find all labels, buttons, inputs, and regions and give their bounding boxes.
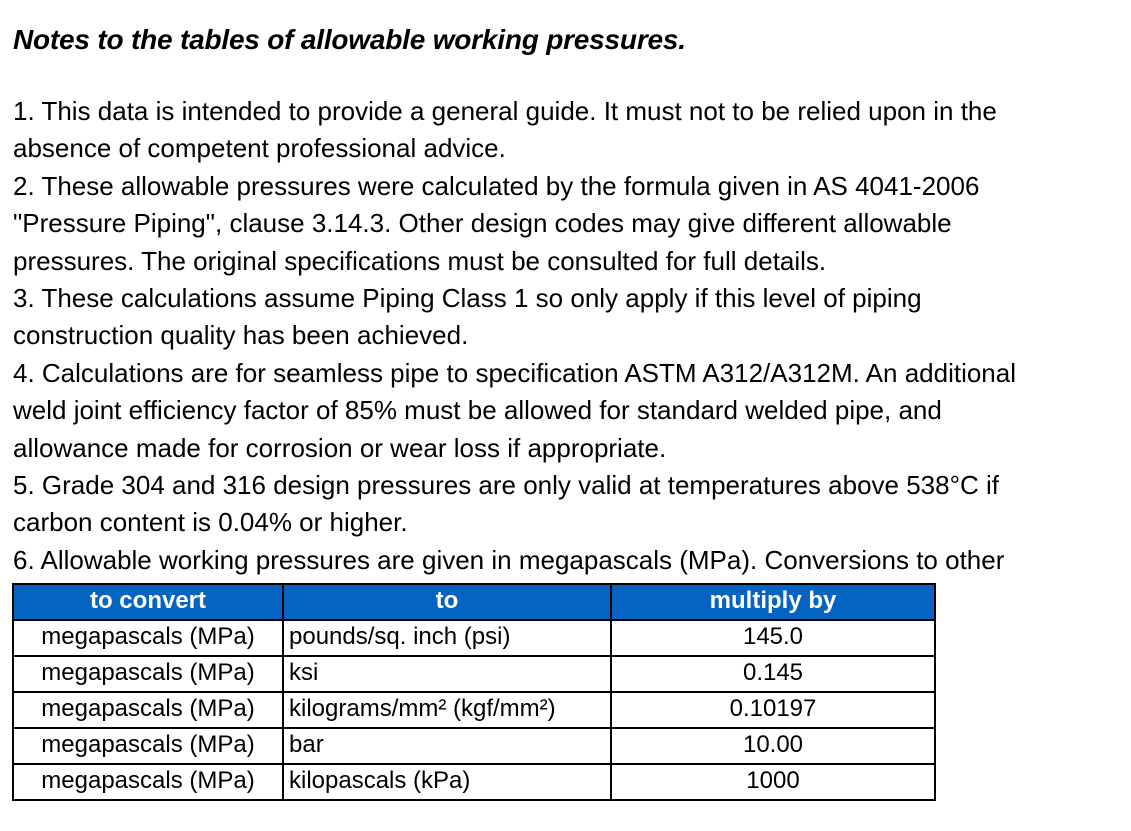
note-item-2 bbox=[13, 168, 1123, 280]
column-header-multiply-by: multiply by bbox=[611, 584, 935, 620]
table-row bbox=[13, 728, 935, 764]
cell-multiply-by: 10.00 bbox=[611, 728, 935, 764]
note-line: weld joint efficiency factor of 85% must be allowed for standard welded pipe, and bbox=[13, 395, 942, 426]
cell-from: megapascals (MPa) bbox=[13, 656, 283, 692]
cell-multiply-by: 1000 bbox=[611, 764, 935, 800]
cell-to: pounds/sq. inch (psi) bbox=[283, 620, 611, 656]
cell-to: kilograms/mm² (kgf/mm²) bbox=[283, 692, 611, 728]
cell-to: kilopascals (kPa) bbox=[283, 764, 611, 800]
note-line: allowance made for corrosion or wear loss if appropriate. bbox=[13, 432, 667, 463]
note-line: carbon content is 0.04% or higher. bbox=[13, 507, 408, 538]
note-line: pressures. The original specifications must be consulted for full details. bbox=[13, 245, 827, 276]
note-item-3 bbox=[13, 280, 1123, 355]
note-item-5 bbox=[13, 467, 1123, 542]
table-row bbox=[13, 656, 935, 692]
note-line: "Pressure Piping", clause 3.14.3. Other design codes may give different allowable bbox=[13, 208, 952, 239]
note-line: absence of competent professional advice. bbox=[13, 133, 506, 164]
note-line: 2. These allowable pressures were calculated by the formula given in AS 4041-2006 bbox=[13, 170, 980, 201]
cell-from: megapascals (MPa) bbox=[13, 728, 283, 764]
note-line: 3. These calculations assume Piping Class 1 so only apply if this level of piping bbox=[13, 283, 922, 314]
cell-to: bar bbox=[283, 728, 611, 764]
column-header-to: to bbox=[283, 584, 611, 620]
unit-conversion-table bbox=[12, 583, 936, 801]
cell-from: megapascals (MPa) bbox=[13, 764, 283, 800]
note-item-4 bbox=[13, 355, 1123, 467]
note-line: 4. Calculations are for seamless pipe to specification ASTM A312/A312M. An additional bbox=[13, 357, 1017, 388]
table-row bbox=[13, 692, 935, 728]
note-line: 5. Grade 304 and 316 design pressures are only valid at temperatures above 538°C if bbox=[13, 470, 999, 501]
page-title: Notes to the tables of allowable working pressures. bbox=[13, 24, 686, 55]
cell-multiply-by: 0.145 bbox=[611, 656, 935, 692]
note-line: construction quality has been achieved. bbox=[13, 320, 469, 351]
cell-to: ksi bbox=[283, 656, 611, 692]
cell-from: megapascals (MPa) bbox=[13, 620, 283, 656]
note-line: 6. Allowable working pressures are given in megapascals (MPa). Conversions to other bbox=[13, 544, 1005, 575]
notes-list bbox=[13, 93, 1123, 617]
note-line: 1. This data is intended to provide a general guide. It must not to be relied upon in the bbox=[13, 96, 997, 126]
table-row bbox=[13, 620, 935, 656]
column-header-to-convert: to convert bbox=[13, 584, 283, 620]
table-header-row bbox=[13, 584, 935, 620]
cell-multiply-by: 145.0 bbox=[611, 620, 935, 656]
cell-multiply-by: 0.10197 bbox=[611, 692, 935, 728]
note-item-1 bbox=[13, 93, 1123, 168]
cell-from: megapascals (MPa) bbox=[13, 692, 283, 728]
table-row bbox=[13, 764, 935, 800]
